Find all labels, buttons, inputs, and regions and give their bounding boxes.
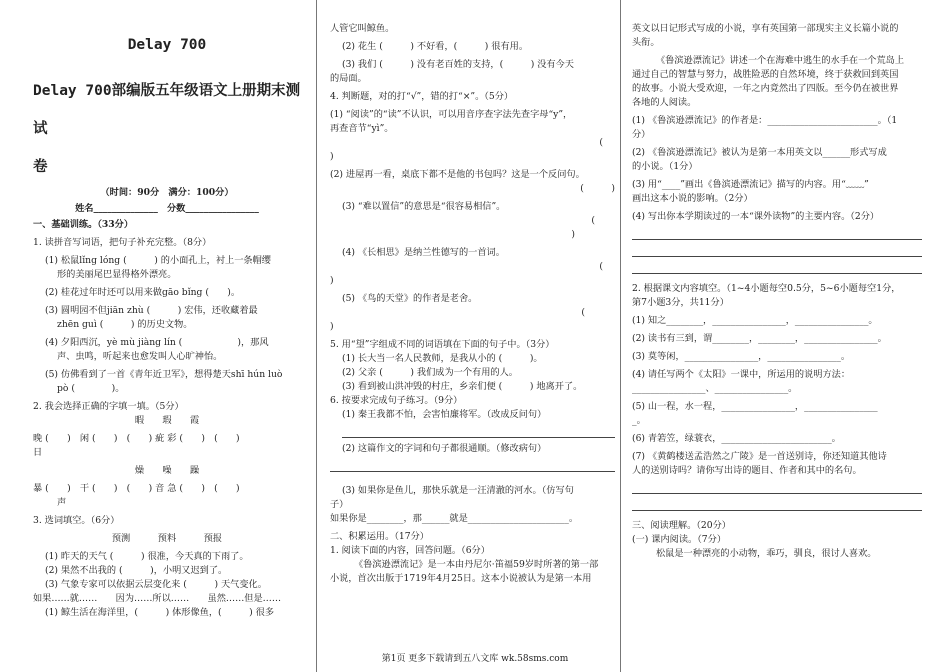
q5-item-1: (1) 长大当一名人民教师，是我从小的 ( )。 xyxy=(342,353,543,364)
reading-question-2: 2. 根据课文内容填空。（1~4小题每空0.5分，5~6小题每空1分， xyxy=(632,283,901,294)
passage-line: 《鲁滨逊漂流记》讲述一个在海难中逃生的水手在一个荒岛上 xyxy=(656,55,905,66)
question-6: 6. 按要求完成句子练习。（9分） xyxy=(330,395,463,406)
question-5: 5. 用“望”字组成不同的词语填在下面的句子中。（3分） xyxy=(330,339,555,350)
q6-item-1: (1) 秦王我都不怕，会害怕廉将军。（改成反问句） xyxy=(342,409,547,420)
q4-item-4-bracket-open: ( xyxy=(599,261,603,272)
r2-item-1: (1) 知之________，________________，________________。 xyxy=(632,315,878,326)
q4-item-4-bracket-close: ) xyxy=(330,275,334,286)
q4-item-5: (5) 《鸟的天堂》的作者是老舍。 xyxy=(342,293,478,304)
passage-line: 松鼠是一种漂亮的小动物，乖巧，驯良，很讨人喜欢。 xyxy=(656,548,877,559)
r2-item-4: (4) 请任写两个《太阳》一课中，所运用的说明方法： xyxy=(632,369,851,380)
r2-item-5: (5) 山一程，水一程，________________，________________ xyxy=(632,401,878,412)
passage-line: 的故事。小说大受欢迎，一年之内竟然出了四版。至今仍在被世界 xyxy=(632,83,899,94)
q1-item-4-cont: 声、虫鸣，听起来也愈发叫人心旷神怡。 xyxy=(57,351,223,362)
q4-item-3-bracket-close: ) xyxy=(571,229,575,240)
passage-line: 《鲁滨逊漂流记》是一本由丹尼尔·笛福59岁时所著的第一部 xyxy=(354,559,599,570)
r1-item-1-cont: 分） xyxy=(632,129,651,140)
r1-item-4-answer-line-2[interactable] xyxy=(632,244,922,257)
column-middle xyxy=(330,22,615,586)
r2-item-7-answer-line-2[interactable] xyxy=(632,498,922,511)
r1-item-3: (3) 用“____”画出《鲁滨逊漂流记》描写的内容。用“﹏﹏” xyxy=(632,179,869,190)
r1-item-3-cont: 画出这本小说的影响。（2分） xyxy=(632,193,753,204)
q5-item-3: (3) 看到被山洪冲毁的村庄，乡亲们便 ( ) 地离开了。 xyxy=(342,381,583,392)
section-3-sub-heading: (一) 课内阅读。（7分） xyxy=(632,534,727,545)
q6-item-2: (2) 这篇作文的字词和句子都很通顺。（修改病句） xyxy=(342,443,547,454)
r2-item-7-answer-line-1[interactable] xyxy=(632,481,922,494)
q6-item-3: (3) 如果你是鱼儿，那快乐就是一汪清澈的河水。（仿写句 xyxy=(342,485,574,496)
q4-item-1-bracket-close: ) xyxy=(330,151,334,162)
question-4: 4. 判断题，对的打“√”，错的打“×”。（5分） xyxy=(330,91,514,102)
column-divider-2 xyxy=(620,0,621,672)
q1-item-2: (2) 桂花过年时还可以用来做gāo bǐng ( )。 xyxy=(45,287,241,298)
q2-row-1: 晚 ( ) 闲 ( ) ( ) 疵 彩 ( ) ( ) xyxy=(33,433,240,444)
q4-item-3-bracket-open: ( xyxy=(591,215,595,226)
q1-item-5: (5) 仿佛看到了一首《青年近卫军》，想得楚天shī hún luò xyxy=(45,369,283,380)
q1-item-4: (4) 夕阳西沉，yè mù jiàng lín ( )，那风 xyxy=(45,337,269,348)
r2-item-5-cont: _。 xyxy=(632,415,646,426)
q3-conjunctions: 如果……就…… 因为……所以…… 虽然……但是…… xyxy=(33,593,282,604)
q3-item-1: (1) 昨天的天气 ( ) 很准，今天真的下雨了。 xyxy=(45,551,249,562)
q2-row-1-cont: 日 xyxy=(33,447,43,458)
r1-item-4-answer-line-1[interactable] xyxy=(632,227,922,240)
exam-meta: （时间：90分 满分：100分） xyxy=(100,187,234,198)
page-footer: 第1页 更多下载请到五八文库 wk.58sms.com xyxy=(381,654,569,664)
question-3: 3. 选词填空。（6分） xyxy=(33,515,120,526)
q6-item-3-template: 如果你是________，那______就是______________________。 xyxy=(330,513,579,524)
doc-title-small: Delay 700 xyxy=(127,37,207,53)
q5-item-2: (2) 父亲 ( ) 我们成为一个有用的人。 xyxy=(342,367,518,378)
q4-item-5-bracket-close: ) xyxy=(330,321,334,332)
passage-line: 通过自己的智慧与努力，战胜险恶的自然环境，终于获救回到英国 xyxy=(632,69,899,80)
q6-item-3-cont: 子） xyxy=(330,499,349,510)
q1-item-3: (3) 圆明园不但jiān zhù ( ) 宏伟，还收藏着最 xyxy=(45,305,258,316)
q4-item-5-bracket-open: ( xyxy=(581,307,585,318)
column-right xyxy=(632,22,922,561)
r2-item-6: (6) 青箬笠，绿蓑衣，________________________。 xyxy=(632,433,841,444)
q4-item-3: (3) “难以置信”的意思是“很容易相信”。 xyxy=(342,201,506,212)
q4-item-1: (1) “阅读”的“读”不认识，可以用音序查字法先查字母“y”， xyxy=(330,109,573,120)
q3-item-2: (2) 果然不出我的 ( )，小明又迟到了。 xyxy=(45,565,228,576)
q4-item-1-cont: 再查音节“yì”。 xyxy=(330,123,394,134)
q3-item-4: (1) 鲸生活在海洋里，( ) 体形像鱼，( ) 很多 xyxy=(45,607,275,618)
q3-item-5: (2) 花生 ( ) 不好看，( ) 很有用。 xyxy=(342,41,529,52)
question-2: 2. 我会选择正确的字填一填。（5分） xyxy=(33,401,184,412)
r2-item-7: (7) 《黄鹤楼送孟浩然之广陵》是一首送别诗，你还知道其他诗 xyxy=(632,451,887,462)
r1-item-2: (2) 《鲁滨逊漂流记》被认为是第一本用英文以______形式写成 xyxy=(632,147,887,158)
q2-chars-2: 燥 噪 躁 xyxy=(134,465,200,476)
r1-item-4: (4) 写出你本学期读过的一本“课外读物”的主要内容。（2分） xyxy=(632,211,880,222)
reading-question-1: 1. 阅读下面的内容，回答问题。（6分） xyxy=(330,545,490,556)
r1-item-1: (1) 《鲁滨逊漂流记》的作者是：________________________。（1 xyxy=(632,115,898,126)
column-left xyxy=(33,22,301,620)
q4-item-2: (2) 进屋再一看，桌底下都不是他的书包吗？这是一个反问句。 xyxy=(330,169,585,180)
doc-title-cont: 卷 xyxy=(33,159,48,175)
section-2-heading: 二、积累运用。（17分） xyxy=(330,531,429,542)
passage-line: 小说，首次出版于1719年4月25日。这本小说被认为是第一本用 xyxy=(330,573,592,584)
passage-line: 各地的人阅读。 xyxy=(632,97,697,108)
q1-item-3-cont: zhēn guì ( ) 的历史文物。 xyxy=(57,319,193,330)
q3-item-6-cont: 的局面。 xyxy=(330,73,367,84)
section-1-heading: 一、基础训练。（33分） xyxy=(33,219,134,230)
q2-row-2-cont: 声 xyxy=(57,497,67,508)
q4-item-1-bracket-open: ( xyxy=(599,137,603,148)
section-3-heading: 三、阅读理解。（20分） xyxy=(632,520,731,531)
r1-item-2-cont: 的小说。（1分） xyxy=(632,161,698,172)
doc-title: Delay 700部编版五年级语文上册期末测试 xyxy=(33,83,301,137)
name-score-line: 姓名______________ 分数________________ xyxy=(75,203,259,214)
column-divider-1 xyxy=(316,0,317,672)
q2-chars-1: 暇 瑕 霞 xyxy=(134,415,200,426)
passage-line: 英文以日记形式写成的小说，享有英国第一部现实主义长篇小说的 xyxy=(632,23,899,34)
question-1: 1. 读拼音写词语，把句子补充完整。（8分） xyxy=(33,237,212,248)
r2-item-7-cont: 人的送别诗吗？请你写出诗的题目、作者和其中的名句。 xyxy=(632,465,862,476)
q4-item-4: (4) 《长相思》是纳兰性德写的一首词。 xyxy=(342,247,505,258)
r2-item-3: (3) 莫等闲，________________，________________。 xyxy=(632,351,851,362)
q6-item-1-answer-line[interactable] xyxy=(342,425,615,438)
r2-item-2: (2) 读书有三到，谓________，________，________________。 xyxy=(632,333,887,344)
q6-item-2-answer-line[interactable] xyxy=(330,459,615,472)
q1-item-1-cont: 形的美丽尾巴显得格外漂亮。 xyxy=(57,269,177,280)
q3-word-bank: 预测 预料 预报 xyxy=(111,533,223,544)
passage-line: 头衔。 xyxy=(632,37,660,48)
q3-item-6: (3) 我们 ( ) 没有老百姓的支持，( ) 没有今天 xyxy=(342,59,574,70)
q2-row-2: 暴 ( ) 干 ( ) ( ) 音 急 ( ) ( ) xyxy=(33,483,240,494)
reading-question-2-cont: 第7小题3分，共11分） xyxy=(632,297,729,308)
q1-item-1: (1) 松鼠lǐng lóng ( ) 的小面孔上，衬上一条帽缨 xyxy=(45,255,271,266)
r2-item-4-cont: ________________、________________。 xyxy=(632,383,798,394)
text-line: 人管它叫鲸鱼。 xyxy=(330,23,395,34)
q4-item-2-answer: ( ) xyxy=(580,183,615,194)
r1-item-4-answer-line-3[interactable] xyxy=(632,261,922,274)
q1-item-5-cont: pò ( )。 xyxy=(57,383,125,394)
q3-item-3: (3) 气象专家可以依据云层变化来 ( ) 天气变化。 xyxy=(45,579,267,590)
